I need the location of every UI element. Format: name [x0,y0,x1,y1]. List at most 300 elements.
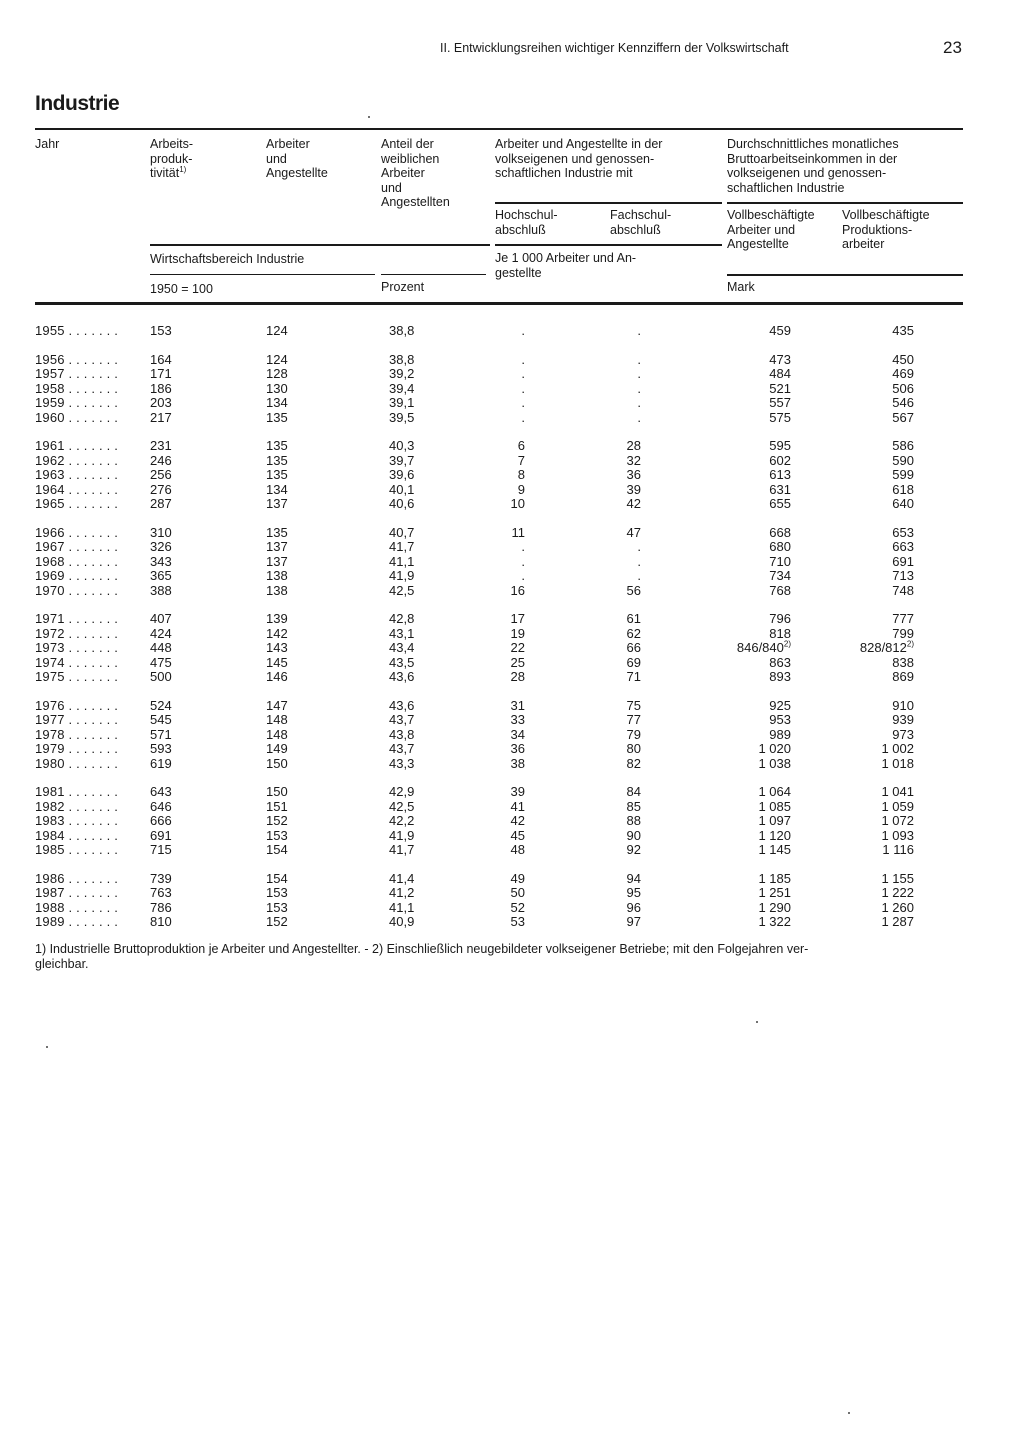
production-income-cell [892,525,914,540]
fulltime-income-cell [758,828,791,843]
female-share-cell [389,611,414,626]
je1000-top-rule [495,244,722,246]
year-cell-value: 1962 . . . . . . . [35,452,119,468]
header-hochschul-line-1: Hochschul- [495,208,558,222]
footnote-ref-2: 2) [783,639,791,649]
female-share-cell-value: 41,1 [389,899,415,915]
hochschul-cell [511,885,525,900]
fachschul-cell [637,410,641,425]
production-income-cell [892,583,914,598]
basis-top-rule [150,274,375,275]
production-income-cell-value: 691 [892,553,914,569]
label-je-1000 [495,251,636,280]
production-income-cell [881,828,914,843]
header-female-line-1: Anteil der [381,137,434,151]
year-cell-value: 1984 . . . . . . . [35,827,119,843]
workers-index-cell [266,611,288,626]
female-share-cell [389,727,414,742]
production-income-cell-value: 1 002 [881,741,914,756]
header-productivity-line-3 [150,166,193,181]
header-income-line-2: Bruttoarbeitseinkommen in der [727,151,898,166]
hochschul-cell-value: . [521,539,525,554]
productivity-cell [150,554,172,569]
year-cell-value: 1963 . . . . . . . [35,467,119,482]
fachschul-cell [637,323,641,338]
fachschul-cell [627,453,641,468]
productivity-cell-value: 407 [150,611,172,626]
table-row [0,655,1024,670]
year-cell [35,352,130,367]
year-cell-value: 1986 . . . . . . . [35,870,119,886]
year-cell-value: 1985 . . . . . . . [35,842,119,857]
fulltime-income-cell-value: 1 145 [758,842,791,857]
table-row [0,669,1024,684]
productivity-cell [150,813,172,828]
hochschul-cell-value: . [521,553,525,569]
year-cell [35,828,130,843]
workers-index-cell-value: 134 [266,395,288,410]
productivity-cell [150,366,172,381]
workers-index-cell-value: 154 [266,842,288,857]
female-share-cell-value: 39,5 [389,409,415,425]
productivity-cell [150,395,172,410]
header-qualified-line-1: Arbeiter und Angestellte in der [495,137,663,151]
header-income-line-4: schaftlichen Industrie [727,180,845,195]
female-share-cell-value: 39,2 [389,366,415,381]
female-share-cell [389,539,414,554]
year-cell [35,799,130,814]
hochschul-cell [518,482,525,497]
prozent-top-rule [381,274,486,275]
year-cell [35,885,130,900]
table-row [0,366,1024,381]
fulltime-income-cell [769,554,791,569]
year-cell [35,381,130,396]
production-income-cell [892,395,914,410]
fachschul-cell-value: 69 [626,654,641,670]
hochschul-cell [511,900,525,915]
year-cell [35,453,130,468]
year-cell [35,784,130,799]
year-cell [35,698,130,713]
production-income-cell-value: 1 222 [881,885,914,900]
header-fulltime-workers [727,208,815,252]
hochschul-cell [511,842,525,857]
fachschul-cell [627,467,641,482]
fulltime-income-cell [769,712,791,727]
fachschul-cell-value: 85 [626,798,641,814]
production-income-cell [860,640,914,655]
header-production-workers-line-1: Vollbeschäftigte [842,208,930,222]
fulltime-income-cell [769,323,791,338]
production-income-cell [892,482,914,497]
fulltime-income-cell [769,525,791,540]
header-fachschul-line-1: Fachschul- [610,208,672,222]
bereich-top-rule [150,244,490,246]
production-income-cell-value: 618 [892,481,914,497]
production-income-cell [892,381,914,396]
fulltime-income-cell-value: 989 [769,726,791,742]
header-fachschul [610,208,671,237]
fulltime-income-cell [758,842,791,857]
year-cell-value: 1967 . . . . . . . [35,539,119,554]
female-share-cell [389,453,414,468]
production-income-cell [892,438,914,453]
table-row [0,885,1024,900]
productivity-cell-value: 343 [150,553,172,569]
production-income-cell [892,698,914,713]
table-row [0,640,1024,655]
workers-index-cell [266,828,288,843]
header-production-workers [842,208,930,252]
scan-speck [46,1046,48,1048]
hochschul-cell-value: 10 [510,496,525,511]
fachschul-cell [637,366,641,381]
table-row [0,900,1024,915]
productivity-cell-value: 545 [150,712,172,727]
fulltime-income-cell [758,799,791,814]
production-income-cell [881,885,914,900]
hochschul-cell [511,669,525,684]
hochschul-cell [511,871,525,886]
productivity-cell-value: 231 [150,438,172,453]
female-share-cell-value: 38,8 [389,351,415,367]
hochschul-cell [521,395,525,410]
table-row [0,352,1024,367]
workers-index-cell [266,323,288,338]
workers-index-cell-value: 148 [266,712,288,727]
hochschul-cell-value: 8 [517,467,525,482]
workers-index-cell [266,554,288,569]
female-share-cell-value: 43,4 [389,640,415,655]
fulltime-income-cell [758,900,791,915]
fulltime-income-cell-value: 1 322 [758,914,791,929]
year-cell [35,395,130,410]
fachschul-cell [627,813,641,828]
workers-index-cell [266,496,288,511]
productivity-cell-value: 810 [150,914,172,929]
workers-index-cell-value: 151 [266,798,288,814]
productivity-cell [150,583,172,598]
header-hochschul [495,208,558,237]
hochschul-cell [512,525,526,540]
workers-index-cell [266,395,288,410]
fachschul-cell-value: 80 [626,741,641,756]
hochschul-cell-value: 33 [510,712,525,727]
fachschul-cell-value: 97 [626,914,641,929]
workers-index-cell [266,799,288,814]
workers-index-cell-value: 150 [266,784,288,799]
production-income-cell-value: 450 [892,351,914,367]
table-row [0,381,1024,396]
fulltime-income-cell-value: 557 [769,395,791,410]
year-cell-value: 1970 . . . . . . . [35,582,119,598]
year-cell [35,568,130,583]
fachschul-cell-value: . [637,539,641,554]
female-share-cell [389,410,414,425]
year-cell [35,366,130,381]
table-row [0,395,1024,410]
hochschul-cell [511,583,525,598]
year-cell-value: 1973 . . . . . . . [35,640,119,655]
hochschul-cell [511,698,525,713]
fulltime-income-cell [769,698,791,713]
production-income-cell-value: 910 [892,697,914,713]
hochschul-cell [511,496,525,511]
year-cell-value: 1976 . . . . . . . [35,697,119,713]
fachschul-cell-value: 95 [626,885,641,900]
workers-index-cell [266,626,288,641]
fachschul-cell [627,496,641,511]
fachschul-cell [637,568,641,583]
production-income-cell [892,352,914,367]
fulltime-income-cell-value: 953 [769,712,791,727]
year-cell [35,813,130,828]
hochschul-cell [521,568,525,583]
workers-index-cell [266,366,288,381]
label-je-1000-line-1: Je 1 000 Arbeiter und An- [495,251,637,265]
production-income-cell [881,813,914,828]
workers-index-cell-value: 134 [266,481,288,497]
female-share-cell-value: 41,7 [389,842,415,857]
hochschul-cell [511,727,525,742]
productivity-cell [150,871,172,886]
production-income-cell-value: 869 [892,669,914,684]
hochschul-cell-value: 36 [510,741,525,756]
productivity-cell-value: 619 [150,755,172,771]
table-row [0,914,1024,929]
productivity-cell-value: 424 [150,625,172,641]
fachschul-cell [627,784,641,799]
production-income-cell [892,554,914,569]
header-income-group [727,137,899,195]
production-income-cell-value: 973 [892,726,914,742]
workers-index-cell-value: 147 [266,697,288,713]
productivity-cell [150,496,172,511]
fachschul-cell-value: . [637,351,641,367]
production-income-cell-value: 640 [892,496,914,511]
workers-index-cell-value: 135 [266,467,288,482]
production-income-cell-value: 599 [892,467,914,482]
label-prozent: Prozent [381,280,425,294]
workers-index-cell [266,655,288,670]
scan-speck [756,1021,758,1023]
hochschul-cell [511,756,525,771]
female-share-cell-value: 43,1 [389,625,415,641]
workers-index-cell [266,525,288,540]
productivity-cell-value: 524 [150,697,172,713]
header-workers-line-3: Angestellte [266,166,328,180]
header-fulltime-workers-line-2: Arbeiter und [727,222,796,237]
header-bottom-rule [35,302,963,305]
female-share-cell-value: 42,2 [389,813,415,828]
productivity-cell-value: 365 [150,568,172,583]
fachschul-cell-value: 61 [626,611,641,626]
fulltime-income-cell-value: 863 [769,654,791,670]
fachschul-cell [627,727,641,742]
production-income-cell [892,366,914,381]
workers-index-cell-value: 150 [266,755,288,771]
fulltime-income-cell-value: 595 [769,438,791,453]
table-row [0,871,1024,886]
fachschul-cell-value: 71 [626,669,641,684]
year-cell-value: 1968 . . . . . . . [35,553,119,569]
hochschul-cell-value: 53 [510,914,525,929]
female-share-cell [389,669,414,684]
productivity-cell [150,352,172,367]
fachschul-cell-value: . [637,380,641,396]
workers-index-cell-value: 152 [266,813,288,828]
hochschul-cell-value: 42 [510,813,525,828]
workers-index-cell-value: 138 [266,582,288,598]
production-income-cell-value: 777 [892,611,914,626]
production-income-cell [892,323,914,338]
workers-index-cell-value: 146 [266,669,288,684]
fulltime-income-cell-value: 893 [769,669,791,684]
workers-index-cell-value: 154 [266,870,288,886]
table-row [0,539,1024,554]
fulltime-income-cell [769,395,791,410]
workers-index-cell-value: 135 [266,409,288,425]
production-income-cell-value: 567 [892,409,914,425]
workers-index-cell [266,741,288,756]
female-share-cell [389,482,414,497]
hochschul-cell-value: 25 [510,654,525,670]
year-cell-value: 1956 . . . . . . . [35,351,119,367]
header-production-workers-line-3: arbeiter [842,237,885,251]
hochschul-cell [511,655,525,670]
female-share-cell-value: 43,5 [389,654,415,670]
female-share-cell [389,900,414,915]
workers-index-cell-value: 135 [266,524,288,540]
footnote-line-1: 1) Industrielle Bruttoproduktion je Arbeiter und Angestellter. - 2) Einschließlich neugebildeter volkseigener Betriebe; mit den Folgejahren ver- [35,942,809,956]
year-cell [35,583,130,598]
productivity-cell-value: 715 [150,842,172,857]
productivity-cell [150,611,172,626]
productivity-cell-value: 203 [150,395,172,410]
fachschul-cell-value: . [637,366,641,381]
fulltime-income-cell-value: 710 [769,553,791,569]
year-cell-value: 1955 . . . . . . . [35,323,119,338]
year-cell [35,410,130,425]
fulltime-income-cell [769,410,791,425]
female-share-cell [389,842,414,857]
hochschul-cell [521,352,525,367]
fachschul-cell-value: 47 [626,524,641,540]
table-row [0,842,1024,857]
production-income-cell-value: 1 093 [881,827,914,843]
header-qualified-line-2: volkseigenen und genossen- [495,151,655,166]
female-share-cell [389,885,414,900]
hochschul-cell [511,626,525,641]
female-share-cell-value: 40,6 [389,496,415,511]
workers-index-cell [266,539,288,554]
table-top-rule [35,128,963,130]
productivity-cell-value: 287 [150,496,172,511]
productivity-cell-value: 739 [150,870,172,886]
table-row [0,323,1024,338]
workers-index-cell-value: 137 [266,553,288,569]
fulltime-income-cell-value: 484 [769,366,791,381]
female-share-cell-value: 39,6 [389,467,415,482]
production-income-cell [881,799,914,814]
workers-index-cell [266,813,288,828]
table-row [0,438,1024,453]
header-hochschul-line-2: abschluß [495,222,546,237]
fulltime-income-cell [769,467,791,482]
fachschul-cell-value: . [637,395,641,410]
fachschul-cell [627,611,641,626]
hochschul-cell [521,539,525,554]
production-income-cell-value: 506 [892,380,914,396]
label-basis-year: 1950 = 100 [150,282,213,296]
page-number: 23 [943,38,962,57]
production-income-cell [892,568,914,583]
fulltime-income-cell-value: 655 [769,496,791,511]
table-row [0,712,1024,727]
hochschul-cell-value: . [521,366,525,381]
fulltime-income-cell-value: 575 [769,409,791,425]
workers-index-cell-value: 142 [266,625,288,641]
running-head: II. Entwicklungsreihen wichtiger Kennziffern der Volkswirtschaft [440,41,789,55]
female-share-cell [389,712,414,727]
fachschul-cell-value: 56 [626,582,641,598]
year-cell [35,482,130,497]
workers-index-cell [266,914,288,929]
table-row [0,410,1024,425]
footnote-ref-1: 1) [179,164,187,174]
production-income-cell-value: 828/812 [859,640,907,655]
female-share-cell [389,366,414,381]
production-income-cell-value: 713 [892,568,914,583]
female-share-cell-value: 41,9 [389,827,415,843]
fulltime-income-cell [769,655,791,670]
year-cell [35,611,130,626]
fulltime-income-cell-value: 1 038 [758,755,791,771]
header-workers [266,137,328,181]
production-income-cell [881,900,914,915]
fachschul-cell [627,741,641,756]
table-row [0,554,1024,569]
scan-speck [368,116,370,118]
fachschul-cell-value: 90 [626,827,641,843]
production-income-cell [881,914,914,929]
fulltime-income-cell [769,626,791,641]
footnotes [35,942,808,972]
year-cell-value: 1971 . . . . . . . [35,611,119,626]
female-share-cell [389,871,414,886]
hochschul-cell-value: 48 [510,842,525,857]
productivity-cell-value: 666 [150,813,172,828]
hochschul-cell [511,813,525,828]
fachschul-cell [637,554,641,569]
header-workers-line-1: Arbeiter [266,137,310,151]
hochschul-cell-value: 6 [517,438,525,453]
hochschul-cell-value: 22 [510,640,525,655]
workers-index-cell [266,756,288,771]
fulltime-income-cell-value: 1 097 [758,813,791,828]
productivity-cell-value: 246 [150,452,172,468]
productivity-cell [150,784,172,799]
year-cell [35,871,130,886]
year-cell-value: 1981 . . . . . . . [35,784,119,799]
fachschul-cell [627,669,641,684]
header-fulltime-workers-line-3: Angestellte [727,237,789,251]
female-share-cell [389,784,414,799]
productivity-cell-value: 786 [150,899,172,915]
workers-index-cell [266,583,288,598]
productivity-cell [150,381,172,396]
